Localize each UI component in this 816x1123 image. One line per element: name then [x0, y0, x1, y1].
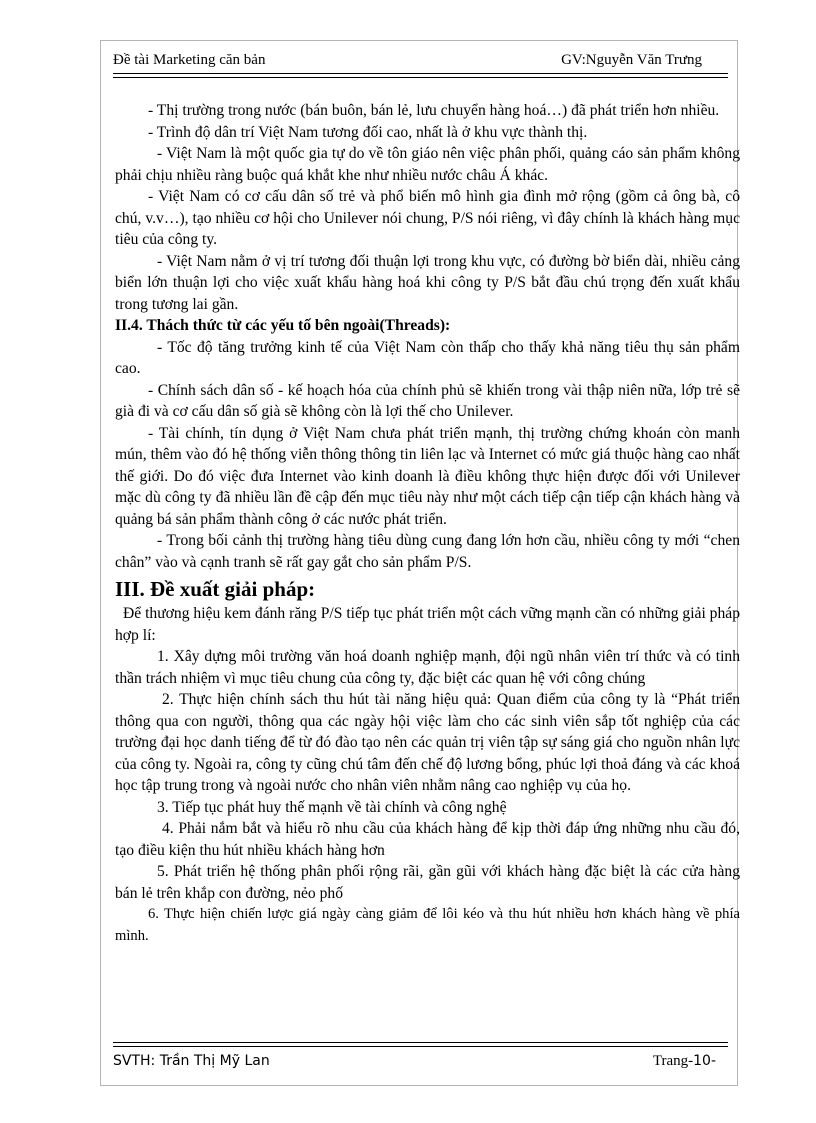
- threat-item: - Tốc độ tăng trưởng kinh tế của Việt Nam còn thấp cho thấy khả năng tiêu thụ sản phẩm cao.: [115, 338, 740, 377]
- opportunity-item: - Việt Nam là một quốc gia tự do về tôn giáo nên việc phân phối, quảng cáo sản phẩm không phải chịu nhiều ràng buộc quá khắt khe như nhiều nước châu Á khác.: [115, 145, 740, 184]
- solution-item: 5. Phát triển hệ thống phân phối rộng rãi, gần gũi với khách hàng đặc biệt là các cửa hàng bán lẻ trên khắp con đường, nẻo phố: [115, 863, 740, 902]
- footer-divider: [113, 1042, 728, 1047]
- solution-item: 2. Thực hiện chính sách thu hút tài năng hiệu quả: Quan điểm của công ty là “Phát triển thông qua con người, thông qua các ngày hội việc làm cho các sinh viên sắp tốt nghiệp của các trường đại học danh tiếng để từ đó đào tạo nên các quản trị viên tập sự sáng giá cho nguồn nhân lực của công ty. Ngoài ra, công ty cũng chú tâm đến chế độ lương bổng, phúc lợi thoả đáng và các khoá học tập trung trong và ngoài nước cho nhân viên nhằm nâng cao nghiệp vụ của họ.: [115, 691, 740, 794]
- threats-heading: II.4. Thách thức từ các yếu tố bên ngoài(Threads):: [115, 317, 451, 334]
- document-body: [115, 100, 740, 947]
- opportunity-item: - Việt Nam có cơ cấu dân số trẻ và phổ biến mô hình gia đình mở rộng (gồm cả ông bà, cô chú, v.v…), tạo nhiều cơ hội cho Unilever nói chung, P/S nói riêng, vì đây chính là khách hàng mục tiêu của công ty.: [115, 188, 740, 248]
- solutions-heading: III. Đề xuất giải pháp:: [115, 577, 316, 601]
- page-number: [653, 1053, 716, 1070]
- page-header: [113, 50, 728, 72]
- threat-item: - Trong bối cảnh thị trường hàng tiêu dùng cung đang lớn hơn cầu, nhiều công ty mới “chen chân” vào và cạnh tranh sẽ rất gay gắt cho sản phẩm P/S.: [115, 532, 740, 571]
- solutions-intro: Để thương hiệu kem đánh răng P/S tiếp tục phát triển một cách vững mạnh cần có những giải pháp hợp lí:: [115, 605, 740, 644]
- header-lecturer: GV:Nguyễn Văn Trưng: [561, 52, 702, 68]
- opportunity-item: - Việt Nam nằm ở vị trí tương đối thuận lợi trong khu vực, có đường bờ biển dài, nhiều cảng biển lớn thuận lợi cho việc xuất khẩu hàng hoá khi công ty P/S bắt đầu chú trọng đến xuất khẩu trong tương lai gần.: [115, 252, 740, 313]
- opportunity-item: - Trình độ dân trí Việt Nam tương đối cao, nhất là ở khu vực thành thị.: [148, 123, 588, 141]
- page-label: Trang-: [652, 1053, 694, 1069]
- solution-item: 3. Tiếp tục phát huy thế mạnh về tài chính và công nghệ: [157, 798, 507, 816]
- solution-item: 4. Phải nắm bắt và hiểu rõ nhu cầu của khách hàng để kịp thời đáp ứng những nhu cầu đó, tạo điều kiện thu hút nhiều khách hàng hơn: [115, 820, 740, 859]
- header-divider: [113, 73, 728, 78]
- opportunity-item: - Thị trường trong nước (bán buôn, bán lẻ, lưu chuyển hàng hoá…) đã phát triển hơn nhiều.: [148, 102, 720, 119]
- solution-item: 6. Thực hiện chiến lược giá ngày càng giảm để lôi kéo và thu hút nhiều hơn khách hàng về phía mình.: [115, 906, 740, 944]
- page-number-value: 10-: [693, 1053, 716, 1069]
- header-topic: Đề tài Marketing căn bản: [113, 52, 266, 68]
- footer-student: SVTH: Trần Thị Mỹ Lan: [113, 1053, 270, 1069]
- solution-item: 1. Xây dựng môi trường văn hoá doanh nghiệp mạnh, đội ngũ nhân viên trí thức và có tinh thần trách nhiệm vì mục tiêu chung của công ty, đặc biệt các quan hệ với công chúng: [115, 648, 740, 687]
- threat-item: - Tài chính, tín dụng ở Việt Nam chưa phát triển mạnh, thị trường chứng khoán còn manh mún, thêm vào đó hệ thống viễn thông thông tin liên lạc và Internet có mức giá thuộc hàng cao nhất thế giới. Do đó việc đưa Internet vào kinh doanh là điều không thực hiện được đối với Unilever mặc dù công ty đã nhiều lần đề cập đến mục tiêu này như một cách tiếp cận tiếp cận khách hàng và quảng bá sản phẩm thành công ở các nước phát triển.: [115, 424, 740, 528]
- page-footer: [113, 1053, 728, 1075]
- threat-item: - Chính sách dân số - kế hoạch hóa của chính phủ sẽ khiến trong vài thập niên nữa, lớp trẻ sẽ già đi và cơ cấu dân số già sẽ không còn là lợi thế cho Unilever.: [115, 381, 740, 420]
